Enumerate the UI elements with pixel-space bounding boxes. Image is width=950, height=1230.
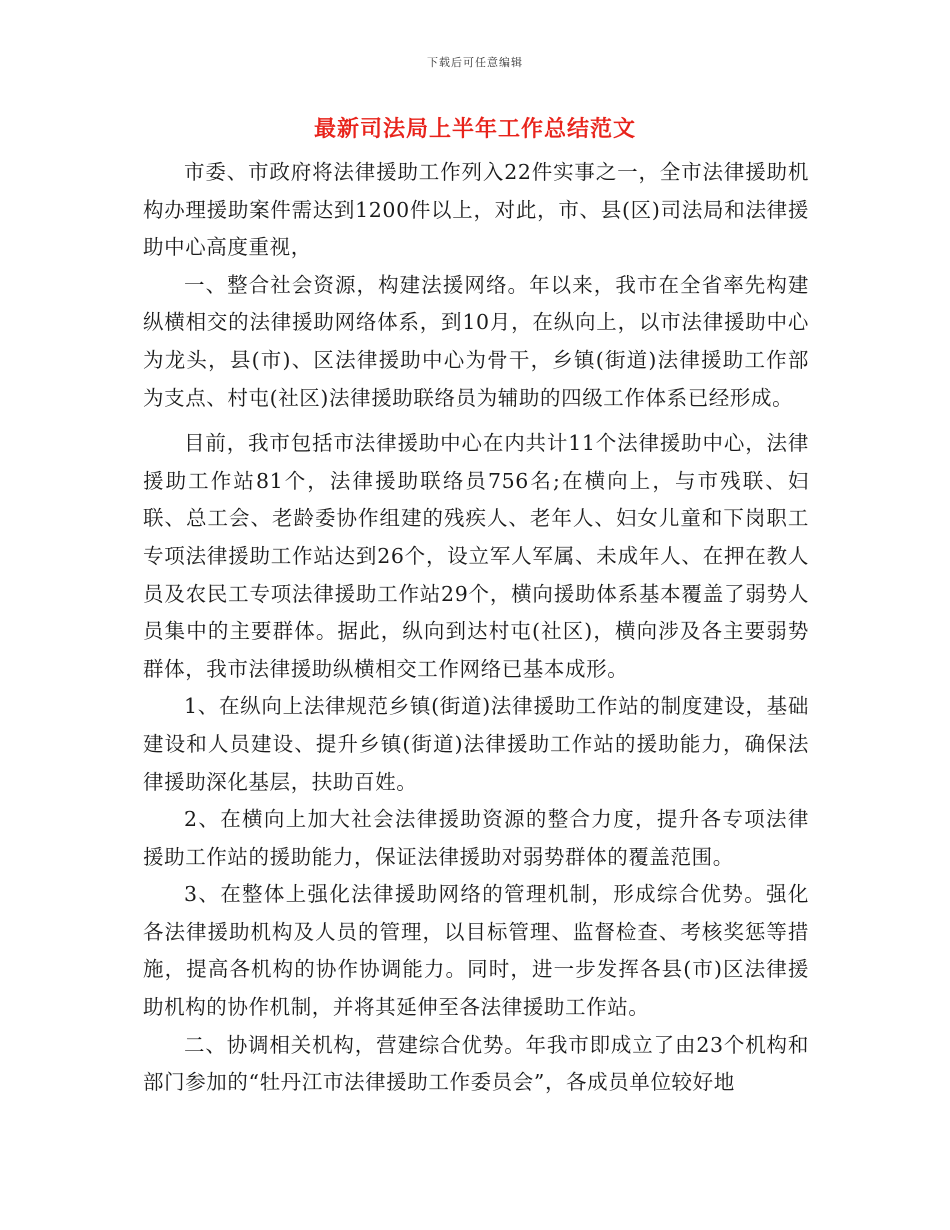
paragraph-intro: 市委、市政府将法律援助工作列入22件实事之一，全市法律援助机构办理援助案件需达到1200件以上，对此，市、县(区)司法局和法律援助中心高度重视， <box>143 160 809 260</box>
document-body <box>143 154 809 1102</box>
paragraph-item-3: 3、在整体上强化法律援助网络的管理机制，形成综合优势。强化各法律援助机构及人员的管理，以目标管理、监督检查、考核奖惩等措施，提高各机构的协作协调能力。同时，进一步发挥各县(市)区法律援助机构的协作机制，并将其延伸至各法律援助工作站。 <box>143 882 809 1020</box>
paragraph-section-one: 一、整合社会资源，构建法援网络。年以来，我市在全省率先构建纵横相交的法律援助网络体系，到10月，在纵向上，以市法律援助中心为龙头，县(市)、区法律援助中心为骨干，乡镇(街道)法律援助工作部为支点、村屯(社区)法律援助联络员为辅助的四级工作体系已经形成。 <box>143 272 809 410</box>
paragraph-item-2: 2、在横向上加大社会法律援助资源的整合力度，提升各专项法律援助工作站的援助能力，保证法律援助对弱势群体的覆盖范围。 <box>143 807 809 869</box>
document-title: 最新司法局上半年工作总结范文 <box>313 116 636 142</box>
paragraph-current-status: 目前，我市包括市法律援助中心在内共计11个法律援助中心，法律援助工作站81个，法律援助联络员756名;在横向上，与市残联、妇联、总工会、老龄委协作组建的残疾人、老年人、妇女儿童和下岗职工专项法律援助工作站达到26个，设立军人军属、未成年人、在押在教人员及农民工专项法律援助工作站29个，横向援助体系基本覆盖了弱势人员集中的主要群体。据此，纵向到达村屯(社区)，横向涉及各主要弱势群体，我市法律援助纵横相交工作网络已基本成形。 <box>143 431 809 681</box>
paragraph-section-two: 二、协调相关机构，营建综合优势。年我市即成立了由23个机构和部门参加的“牡丹江市法律援助工作委员会”，各成员单位较好地 <box>143 1032 809 1095</box>
paragraph-item-1: 1、在纵向上法律规范乡镇(街道)法律援助工作站的制度建设，基础建设和人员建设、提升乡镇(街道)法律援助工作站的援助能力，确保法律援助深化基层，扶助百姓。 <box>143 694 809 794</box>
header-note: 下载后可任意编辑 <box>427 56 523 69</box>
